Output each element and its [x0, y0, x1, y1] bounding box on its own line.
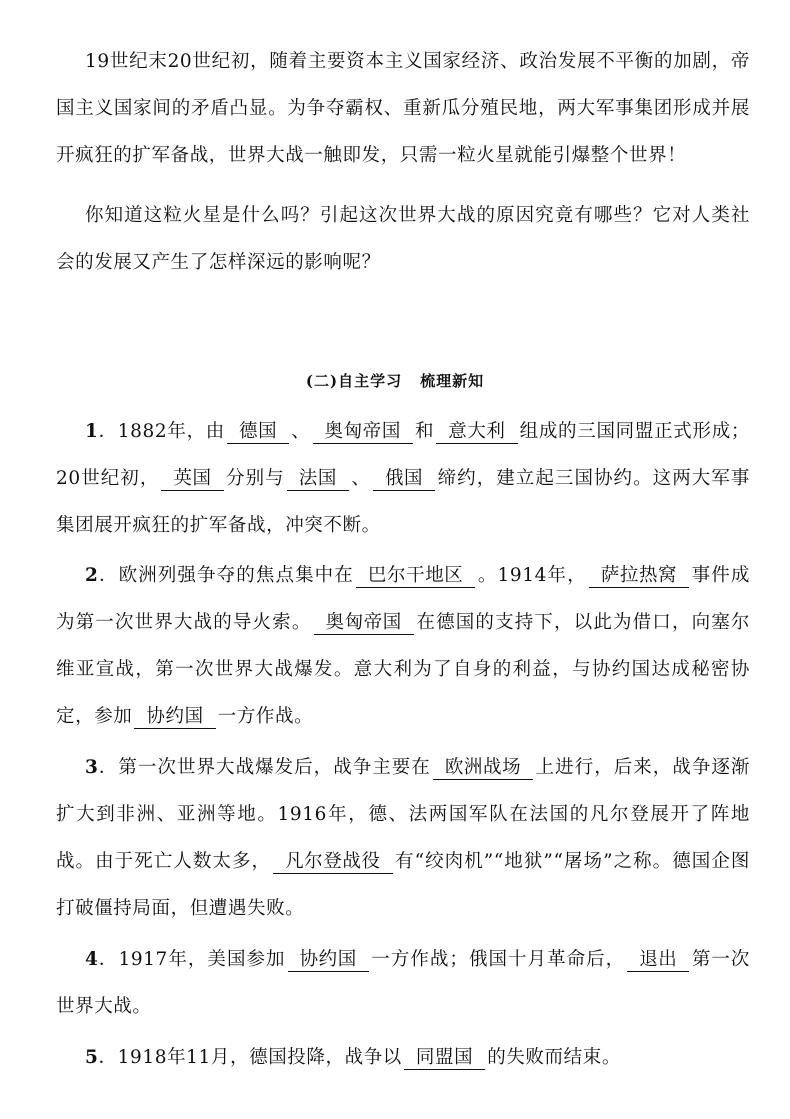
item-number: 5 — [85, 1047, 99, 1068]
item-text: 第一次世界大战。 — [56, 949, 750, 1017]
item-text: 和 — [414, 421, 435, 442]
item-text: 缔约，建立起三国协约。这两大军事集团展开疯狂的扩军备战，冲突不断。 — [56, 468, 750, 536]
item-text: 组成的三国同盟正式形成；20世纪初， — [56, 421, 750, 489]
answer-blank: 意大利 — [436, 421, 517, 444]
answer-blank: 奥匈帝国 — [314, 612, 414, 635]
item-text: 一方作战；俄国十月革命后， — [370, 949, 626, 970]
question-item-3 — [56, 744, 750, 932]
item-text: 、 — [291, 421, 311, 442]
answer-blank: 欧洲战场 — [433, 757, 533, 780]
answer-blank: 法国 — [287, 468, 349, 491]
answer-blank: 退出 — [627, 949, 689, 972]
item-number: 2 — [85, 565, 99, 586]
answer-blank: 协约国 — [134, 706, 215, 729]
question-item-1 — [56, 408, 750, 549]
item-text: 的失败而结束。 — [487, 1047, 621, 1068]
question-item-2 — [56, 552, 750, 740]
item-text: ．第一次世界大战爆发后，战争主要在 — [98, 757, 431, 778]
section-heading-title: (二)自主学习 — [305, 372, 403, 390]
section-heading-subtitle: 梳理新知 — [420, 372, 485, 390]
answer-blank: 萨拉热窝 — [589, 565, 689, 588]
item-text: 在德国的支持下，以此为借口，向塞尔维亚宣战，第一次世界大战爆发。意大利为了自身的利益，与协约国达成秘密协定，参加 — [56, 612, 751, 727]
item-text: 事件成为第一次世界大战的导火索。 — [56, 565, 750, 633]
item-text: 上进行，后来，战争逐渐扩大到非洲、亚洲等地。1916年，德、法两国军队在法国的凡尔登展开了阵地战。由于死亡人数太多， — [56, 757, 750, 872]
item-text: 、 — [350, 468, 371, 489]
item-number: 1 — [85, 421, 99, 442]
intro-paragraph-1: 19世纪末20世纪初，随着主要资本主义国家经济、政治发展不平衡的加剧，帝国主义国家间的矛盾凸显。为争夺霸权、重新瓜分殖民地，两大军事集团形成并展开疯狂的扩军备战，世界大战一触即发，只需一粒火星就能引爆整个世界！ — [56, 51, 750, 166]
answer-blank: 俄国 — [373, 468, 435, 491]
question-item-5 — [56, 1034, 750, 1081]
intro-paragraph-2: 你知道这粒火星是什么吗？引起这次世界大战的原因究竟有哪些？它对人类社会的发展又产生了怎样深远的影响呢？ — [56, 205, 750, 273]
item-number: 3 — [85, 757, 99, 778]
item-text: 一方作战。 — [217, 706, 314, 727]
question-item-4 — [56, 936, 750, 1030]
item-text: ．1918年11月，德国投降，战争以 — [98, 1047, 402, 1068]
answer-blank: 同盟国 — [404, 1047, 485, 1070]
item-text: ．1917年，美国参加 — [98, 949, 286, 970]
answer-blank: 英国 — [161, 468, 223, 491]
answer-blank: 奥匈帝国 — [313, 421, 413, 444]
item-text: ．1882年，由 — [98, 421, 225, 442]
answer-blank: 凡尔登战役 — [273, 851, 393, 874]
answer-blank: 巴尔干地区 — [356, 565, 476, 588]
section-heading — [0, 370, 790, 391]
answer-blank: 德国 — [227, 421, 289, 444]
answer-blank: 协约国 — [288, 949, 369, 972]
item-text: 分别与 — [225, 468, 285, 489]
item-text: ．欧洲列强争夺的焦点集中在 — [98, 565, 354, 586]
item-number: 4 — [85, 949, 99, 970]
item-text: 有“绞肉机”“地狱”“屠场”之称。德国企图打破僵持局面，但遭遇失败。 — [56, 851, 750, 919]
item-text: 。1914年， — [477, 565, 587, 586]
